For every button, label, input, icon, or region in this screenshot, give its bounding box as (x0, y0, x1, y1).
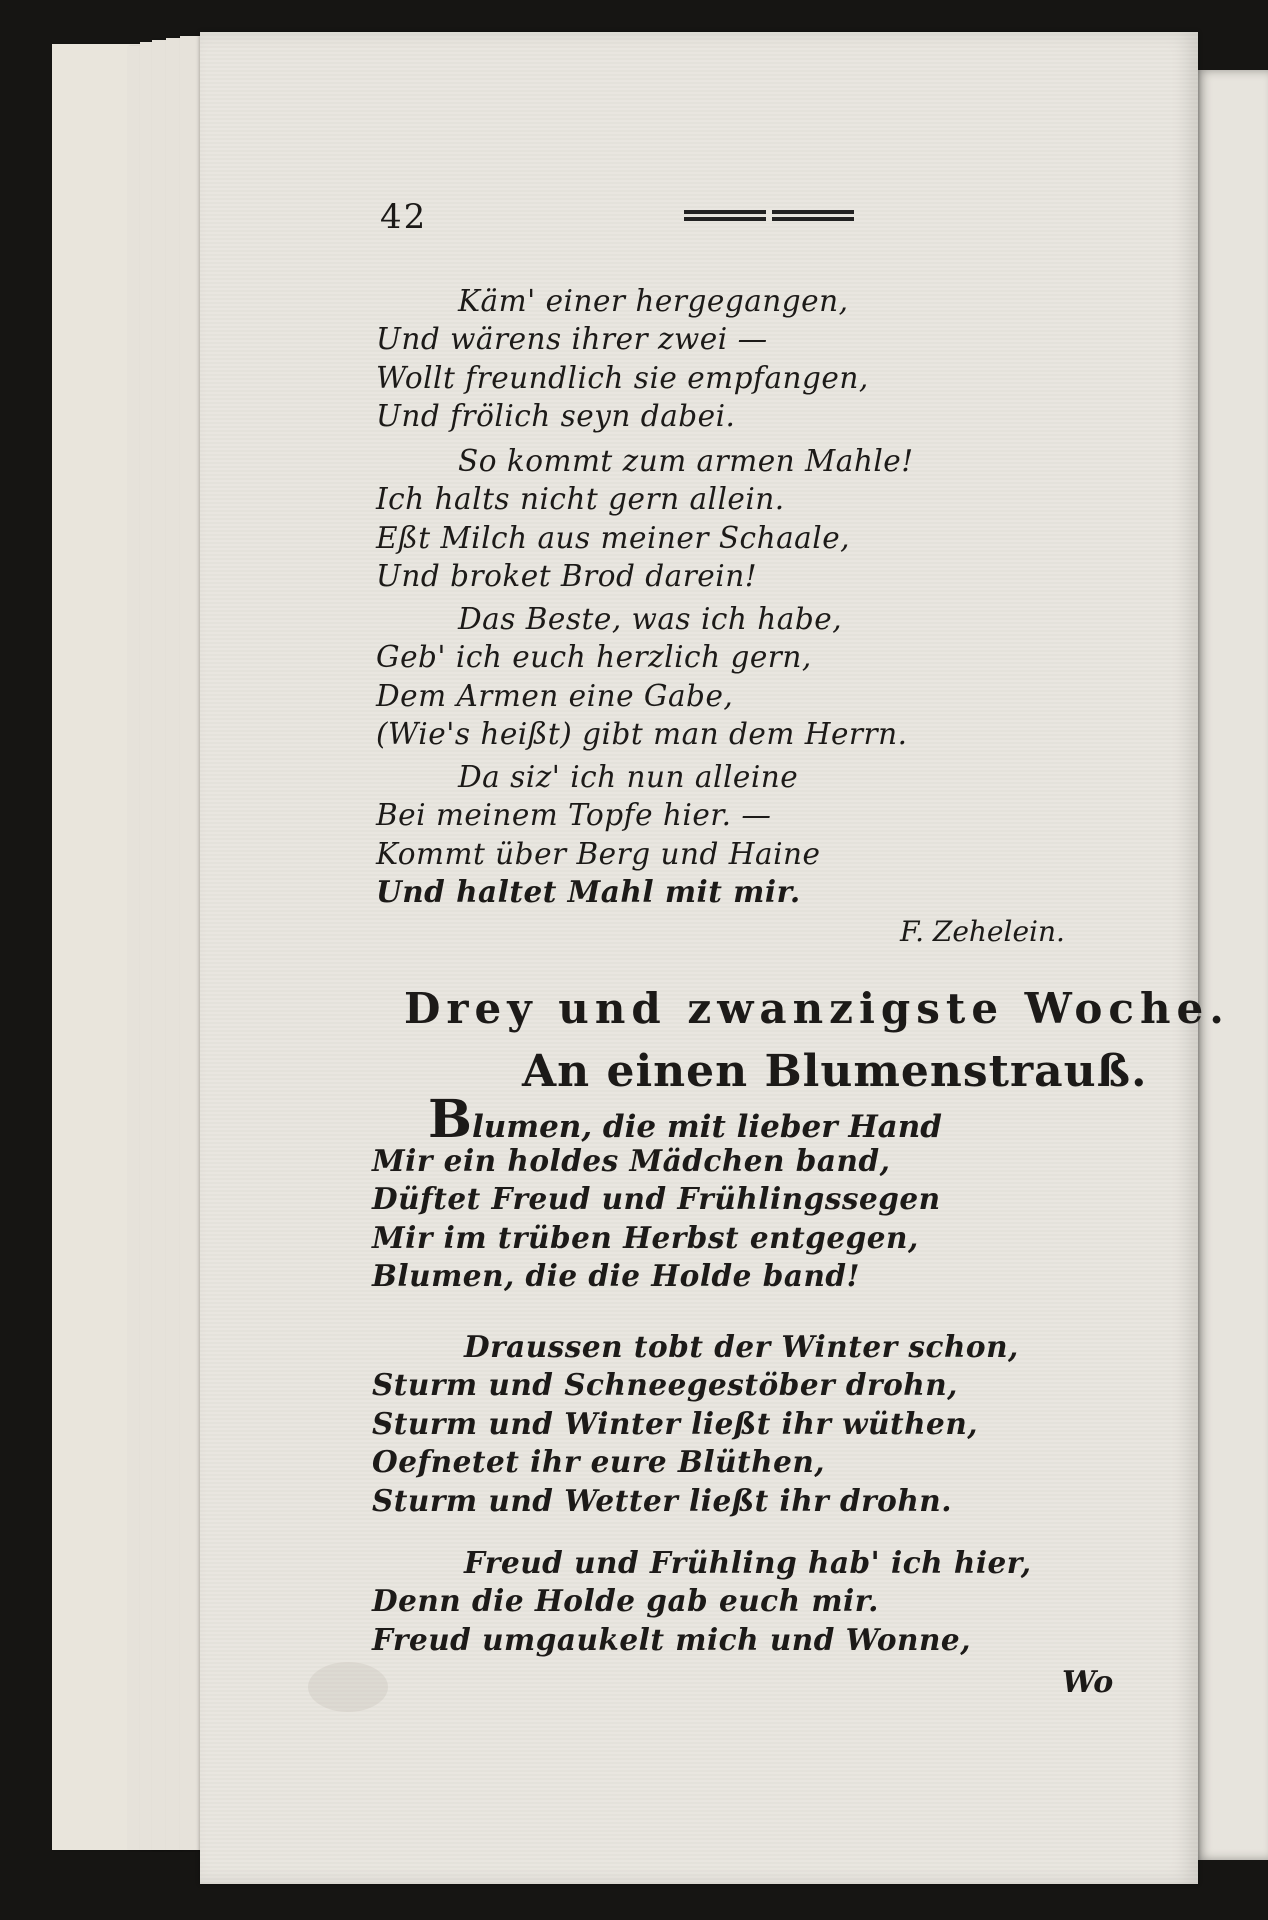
stanza-5 (372, 1089, 942, 1296)
facing-page-edge (1196, 70, 1268, 1860)
verse-line: Und haltet Mahl mit mir. (376, 874, 801, 910)
verse-line: Da siz' ich nun alleine (458, 760, 799, 794)
verse-line: Wollt freundlich sie empfangen, (376, 360, 869, 395)
poem-title: An einen Blumenstrauß. (522, 1046, 1148, 1097)
verse-line: Sturm und Wetter ließt ihr drohn. (372, 1482, 952, 1518)
verse-line: Oefnetet ihr eure Blüthen, (372, 1444, 826, 1480)
stanza-1 (376, 282, 869, 436)
verse-line: Mir im trüben Herbst entgegen, (372, 1219, 919, 1255)
verse-line: Düftet Freud und Frühlingssegen (372, 1181, 941, 1217)
book-page (200, 32, 1230, 1884)
verse-line: Käm' einer hergegangen, (458, 284, 849, 318)
verse-line: Mir ein holdes Mädchen band, (372, 1143, 891, 1178)
verse-line: Eßt Milch aus meiner Schaale, (376, 520, 851, 555)
verse-line: Das Beste, was ich habe, (458, 602, 843, 636)
stanza-4 (376, 758, 820, 912)
verse-line (372, 1089, 942, 1150)
verse-line: Kommt über Berg und Haine (376, 836, 821, 871)
verse-line: Sturm und Winter ließt ihr wüthen, (372, 1405, 979, 1441)
stanza-6 (372, 1328, 1019, 1520)
header-rule (684, 210, 854, 222)
verse-line: Und frölich seyn dabei. (376, 399, 736, 434)
verse-line: Draussen tobt der Winter schon, (464, 1329, 1019, 1364)
verse-line: So kommt zum armen Mahle! (458, 444, 914, 478)
catchword: Wo (1062, 1665, 1114, 1700)
paper-stain (308, 1662, 388, 1712)
drop-cap: B (428, 1089, 472, 1150)
verse-line: Und wärens ihrer zwei — (376, 322, 768, 357)
verse-line: Freud umgaukelt mich und Wonne, (372, 1621, 971, 1657)
stanza-2 (376, 442, 914, 596)
verse-line-text: lumen, die mit lieber Hand (471, 1109, 942, 1145)
verse-line: Und broket Brod darein! (376, 559, 758, 594)
author-signature: F. Zehelein. (900, 915, 1065, 948)
verse-line: Denn die Holde gab euch mir. (372, 1583, 879, 1619)
week-heading: Drey und zwanzigste Woche. (404, 984, 1230, 1033)
verse-line: Ich halts nicht gern allein. (376, 482, 785, 517)
verse-line: Sturm und Schneegestöber drohn, (372, 1367, 958, 1403)
verse-line: Dem Armen eine Gabe, (376, 678, 734, 713)
stanza-7 (372, 1544, 1031, 1659)
verse-line: Bei meinem Topfe hier. — (376, 798, 772, 833)
verse-line: Geb' ich euch herzlich gern, (376, 640, 812, 675)
page-number: 42 (380, 197, 428, 237)
verse-line: Blumen, die die Holde band! (372, 1258, 860, 1294)
stanza-3 (376, 600, 908, 754)
verse-line: (Wie's heißt) gibt man dem Herrn. (376, 717, 908, 752)
verse-line: Freud und Frühling hab' ich hier, (464, 1545, 1032, 1580)
